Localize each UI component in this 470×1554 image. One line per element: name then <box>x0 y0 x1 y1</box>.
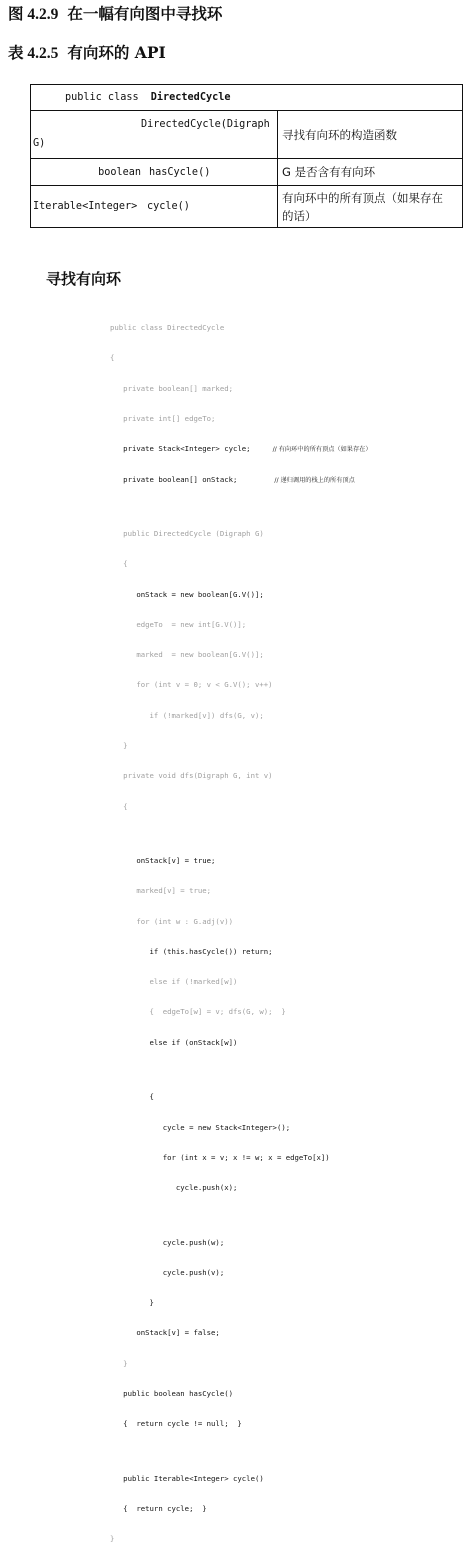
code-line: public Iterable<Integer> cycle() <box>110 1473 264 1483</box>
cycle-signature: cycle() <box>147 201 190 212</box>
hascycle-return-type: boolean <box>98 166 141 178</box>
table-caption <box>8 41 166 63</box>
code-line: cycle.push(v); <box>110 1267 225 1277</box>
code-line: else if (onStack[w]) <box>110 1037 238 1047</box>
code-text: private boolean[] onStack; <box>110 474 238 484</box>
code-line: for (int v = 0; v < G.V(); v++) <box>110 680 273 690</box>
api-signature-cell <box>31 111 278 159</box>
section-title: 在一幅有向图中寻找环 <box>67 4 223 23</box>
cycle-return-type: Iterable<Integer> <box>33 201 138 212</box>
code-line: { return cycle != null; } <box>110 1419 242 1429</box>
code-line: for (int w : G.adj(v)) <box>110 916 234 926</box>
code-line: marked = new boolean[G.V()]; <box>110 650 264 660</box>
class-prefix: public class <box>65 92 139 103</box>
code-line: edgeTo = new int[G.V()]; <box>110 619 247 629</box>
code-line: public DirectedCycle (Digraph G) <box>110 529 264 539</box>
constructor-signature-part2: G) <box>33 138 46 149</box>
code-listing <box>110 303 465 1554</box>
section-number: 图 4.2.9 <box>8 6 59 23</box>
api-row-cycle <box>31 186 463 228</box>
api-table-header-cell <box>31 85 463 111</box>
api-table <box>30 84 463 228</box>
hascycle-description: G 是否含有有向环 <box>278 159 463 186</box>
api-signature-cell <box>31 159 278 186</box>
code-line: { <box>110 559 128 569</box>
code-line: } <box>110 1298 154 1308</box>
code-comment: // 递归调用的栈上的所有顶点 <box>274 476 355 484</box>
code-heading: 寻找有向环 <box>46 270 122 288</box>
code-line: { return cycle; } <box>110 1503 207 1513</box>
class-name: DirectedCycle <box>150 92 231 103</box>
code-line: onStack[v] = false; <box>110 1328 220 1338</box>
code-line: { <box>110 1092 154 1102</box>
code-line: onStack = new boolean[G.V()]; <box>110 589 264 599</box>
code-line: cycle.push(x); <box>110 1183 238 1193</box>
constructor-description: 寻找有向环的构造函数 <box>278 111 463 159</box>
cycle-description <box>278 186 463 228</box>
code-line: public boolean hasCycle() <box>110 1388 234 1398</box>
cycle-description-line1: 有向环中的所有顶点（如果存在 <box>282 190 443 205</box>
code-line: if (!marked[v]) dfs(G, v); <box>110 710 264 720</box>
code-line <box>110 475 465 485</box>
code-comment: // 有向环中的所有顶点（如果存在） <box>272 446 372 454</box>
code-line: onStack[v] = true; <box>110 856 216 866</box>
code-line: } <box>110 1358 128 1368</box>
api-signature-cell <box>31 186 278 228</box>
code-line: for (int x = v; x != w; x = edgeTo[x]) <box>110 1152 330 1162</box>
constructor-signature-part1: DirectedCycle(Digraph <box>141 119 270 130</box>
code-text: private Stack<Integer> cycle; <box>110 444 251 454</box>
hascycle-signature: hasCycle() <box>149 166 211 178</box>
code-line: } <box>110 1534 115 1544</box>
code-line: if (this.hasCycle()) return; <box>110 946 273 956</box>
code-line: cycle = new Stack<Integer>(); <box>110 1122 291 1132</box>
api-row-hascycle <box>31 159 463 186</box>
code-line: } <box>110 741 128 751</box>
code-line: public class DirectedCycle <box>110 323 225 333</box>
code-line: { edgeTo[w] = v; dfs(G, w); } <box>110 1007 286 1017</box>
code-line: private void dfs(Digraph G, int v) <box>110 771 273 781</box>
api-row-constructor <box>31 111 463 159</box>
code-line: private boolean[] marked; <box>110 383 234 393</box>
table-number: 表 4.2.5 <box>8 45 59 62</box>
code-line: else if (!marked[w]) <box>110 977 238 987</box>
code-line: { <box>110 801 128 811</box>
code-line: marked[v] = true; <box>110 886 212 896</box>
code-line <box>110 444 465 454</box>
code-line: { <box>110 353 115 363</box>
cycle-description-line2: 的话） <box>282 208 317 223</box>
table-title: 有向环的 API <box>67 43 166 62</box>
api-table-header-row <box>31 85 463 111</box>
section-heading <box>8 2 222 24</box>
code-line: private int[] edgeTo; <box>110 414 216 424</box>
code-line: cycle.push(w); <box>110 1237 225 1247</box>
